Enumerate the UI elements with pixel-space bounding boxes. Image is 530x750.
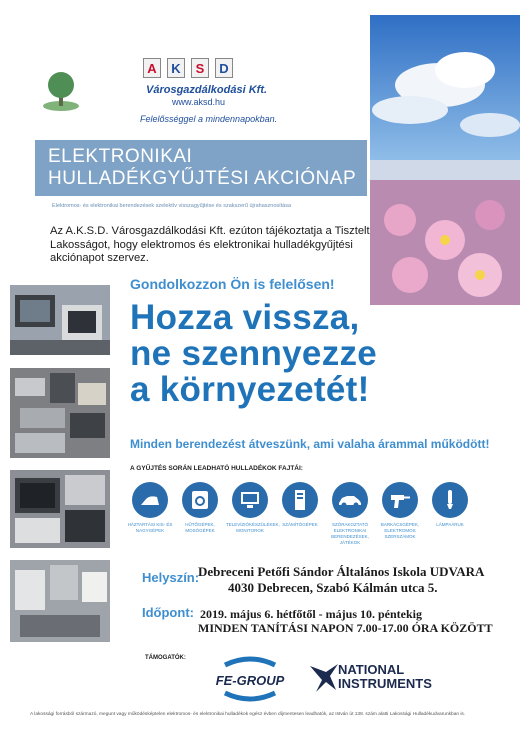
category-label: TELEVÍZIÓKÉSZÜLÉKEK, MONITOROK [226, 522, 280, 533]
venue-name: Debreceni Petőfi Sándor Általános Iskola UDVARA [198, 564, 485, 579]
toy-car-icon [332, 482, 368, 518]
category-label: HÁZTARTÁSI KIS- ÉS NAGYGÉPEK [127, 522, 173, 533]
category-label: LÁMPAÁRUK [436, 522, 464, 527]
time-hours: MINDEN TANÍTÁSI NAPON 7.00-17.00 ÓRA KÖZÖTT [198, 621, 493, 635]
ewaste-photo-pile [10, 368, 110, 458]
responsibility-tagline: Gondolkozzon Ön is felelősen! [130, 276, 335, 292]
intro-paragraph: Az A.K.S.D. Városgazdálkodási Kft. ezúton tájékoztatja a Tisztelt Lakosságot, hogy elektromos és elektronikai hulladékgyűjtési akciónapot szervez. [50, 225, 370, 264]
time-dates: 2019. május 6. hétfőtől - május 10. péntekig [200, 607, 422, 621]
ewaste-photo-monitors [10, 285, 110, 355]
subtitle: Elektromos- és elektronikai berendezések szelektív visszagyűjtése és szakszerű újrahasznosítása [52, 203, 292, 209]
category-label: SZÁMÍTÓGÉPEK [282, 522, 318, 527]
fe-group-wordmark: FE-GROUP [215, 673, 285, 688]
fe-group-logo [205, 655, 295, 703]
company-url: www.aksd.hu [172, 97, 226, 107]
headline-line1: Hozza vissza, [130, 298, 360, 337]
ni-logo-line2: INSTRUMENTS [338, 676, 432, 691]
logo-letter: A [143, 58, 161, 78]
monitor-icon [232, 482, 268, 518]
sponsors-label: TÁMOGATÓK: [145, 655, 186, 661]
acceptance-note: Minden berendezést átveszünk, ami valaha árammal működött! [130, 437, 490, 451]
flower-field-photo [370, 160, 520, 305]
ewaste-photo-tvs [10, 470, 110, 548]
logo-letter: D [215, 58, 233, 78]
computer-tower-icon [282, 482, 318, 518]
logo-letter: K [167, 58, 185, 78]
page-title-line1: ELEKTRONIKAI [48, 146, 193, 167]
venue-address: 4030 Debrecen, Szabó Kálmán utca 5. [228, 580, 438, 595]
categories-heading: A GYŰJTÉS SORÁN LEADHATÓ HULLADÉKOK FAJTÁI: [130, 465, 303, 472]
time-label: Időpont: [142, 605, 194, 620]
venue-label: Helyszín: [142, 570, 200, 585]
logo-letter: S [191, 58, 209, 78]
ewaste-photo-appliances [10, 560, 110, 642]
category-label: SZÓRAKOZTATÓ ELEKTRONIKAI BERENDEZÉSEK, JÁTÉKOK [331, 522, 369, 545]
ni-logo-line1: NATIONAL [338, 662, 405, 677]
headline-line2: ne szennyezze [130, 334, 378, 373]
drill-icon [382, 482, 418, 518]
headline-line3: a környezetét! [130, 370, 370, 409]
footer-note: A lakossági forrásból származó, megunt vagy működésképtelen elektromos- és elektronikai hulladékok egész évben díjmentesen leadhatók, az István út 138. szám alatti Lakossági Hulladékudvarunkban is. [30, 712, 466, 717]
page-title-line2: HULLADÉKGYŰJTÉSI AKCIÓNAP [48, 168, 357, 189]
headline [130, 300, 377, 408]
company-name: Városgazdálkodási Kft. [146, 84, 268, 96]
company-slogan: Felelősséggel a mindennapokban. [140, 114, 278, 124]
category-label: BARKÁCSGÉPEK, ELEKTROMOS SZERSZÁMOK [380, 522, 420, 539]
washing-machine-icon [182, 482, 218, 518]
tree-logo-icon [40, 70, 82, 112]
aksd-logo [143, 58, 233, 78]
iron-icon [132, 482, 168, 518]
category-label: HŰTŐGÉPEK, MOSÓGÉPEK [185, 522, 215, 533]
sky-photo [370, 15, 520, 160]
lamp-icon [432, 482, 468, 518]
